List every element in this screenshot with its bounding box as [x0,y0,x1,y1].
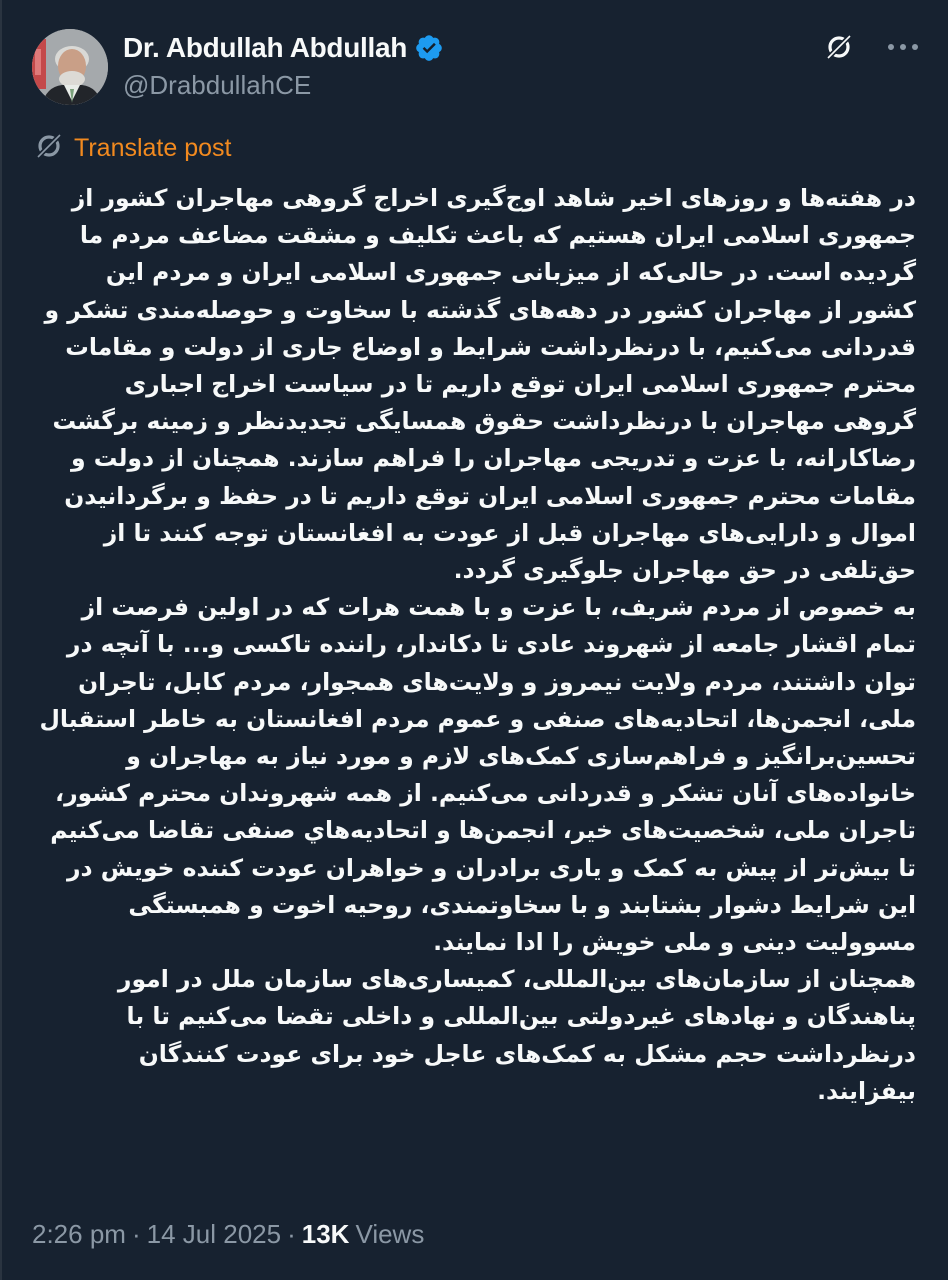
post-time[interactable]: 2:26 pm [32,1219,126,1249]
post-meta [32,1219,424,1250]
separator: · [287,1219,296,1249]
separator: · [131,1219,141,1249]
author-name-row [123,28,444,68]
translate-post-link[interactable] [34,131,231,166]
post-date[interactable]: 14 Jul 2025 [146,1219,282,1249]
verified-badge-icon[interactable] [414,33,444,63]
post-paragraph: به خصوص از مردم شریف، با عزت و با همت هرات که در اولین فرصت از تمام اقشار جامعه از شهروند عادی تا دکاندار، راننده تاکسی و... با آنچه در توان داشتند، مردم ولایت نیمروز و ولایت‌های همجوار، مردم کابل، تاجران ملی، انجمن‌ها، اتحادیه‌های صنفی و عموم مردم افغانستان به خاطر استقبال تحسین‌برانگیز و فراهم‌سازی کمک‌های لازم و مورد نیاز به مهاجران و خانواده‌های آنان تشکر و قدردانی می‌کنیم. از همه شهروندان محترم کشور، تاجران ملی، شخصیت‌های خیر، انجمن‌ها و اتحادیه‌هاي صنفی تقاضا می‌کنیم تا بیش‌تر از پیش به کمک و یاری برادران و خواهران عودت کننده خویش در این شرایط دشوار بشتابند و با سخاوتمندی، روحیه اخوت و همبستگی مسوولیت دینی و ملی خویش را ادا نمایند. [39,593,916,957]
avatar[interactable] [32,29,108,105]
grok-icon[interactable] [822,30,856,64]
translate-icon [34,131,64,166]
translate-post-label[interactable]: Translate post [74,134,232,162]
author-handle[interactable]: @DrabdullahCE [123,70,312,100]
more-icon[interactable] [886,30,920,64]
post-paragraph: در هفته‌ها و روزهای اخیر شاهد اوج‌گیری اخراج گروهی مهاجران کشور از جمهوری اسلامی ایران هستیم که باعث تکلیف و مشقت مضاعف مردم ما گردیده است. در حالی‌که از میزبانی جمهوری اسلامی ایران و مردم این کشور از مهاجران کشور در دهه‌های گذشته با سخاوت و حوصله‌مندی تشکر و قدردانی می‌کنیم، با درنظرداشت شرایط و اوضاع جاری از دولت و مقامات محترم جمهوری اسلامی ایران توقع داریم تا در سیاست اخراج اجباری گروهی مهاجران با درنظرداشت حقوق همسایگی تجدیدنظر و زمینه برگشت رضاکارانه، با عزت و تدریجی مهاجران را فراهم سازند. همچنان از دولت و مقامات محترم جمهوری اسلامی ایران توقع داریم تا در حفظ و برگردانیدن اموال و دارایی‌های مهاجران قبل از عودت به افغانستان توجه کنند تا از حق‌تلفی در حق مهاجران جلوگیری گردد. [44,184,916,585]
views-count[interactable]: 13K [301,1219,350,1249]
divider [0,0,2,1280]
post-paragraph: همچنان از سازمان‌های بین‌المللی، کمیساری‌های سازمان ملل در امور پناهندگان و نهادهای غیردولتی بین‌المللی و داخلی تقضا می‌کنیم تا با درنظرداشت حجم مشکل به کمک‌های عاجل خود برای عودت کنندگان بیفزایند. [117,965,916,1105]
views-label: Views [355,1219,425,1249]
post-actions [822,30,920,64]
avatar-photo [32,29,108,105]
display-name[interactable]: Dr. Abdullah Abdullah [123,32,408,63]
post-text [36,180,916,1110]
